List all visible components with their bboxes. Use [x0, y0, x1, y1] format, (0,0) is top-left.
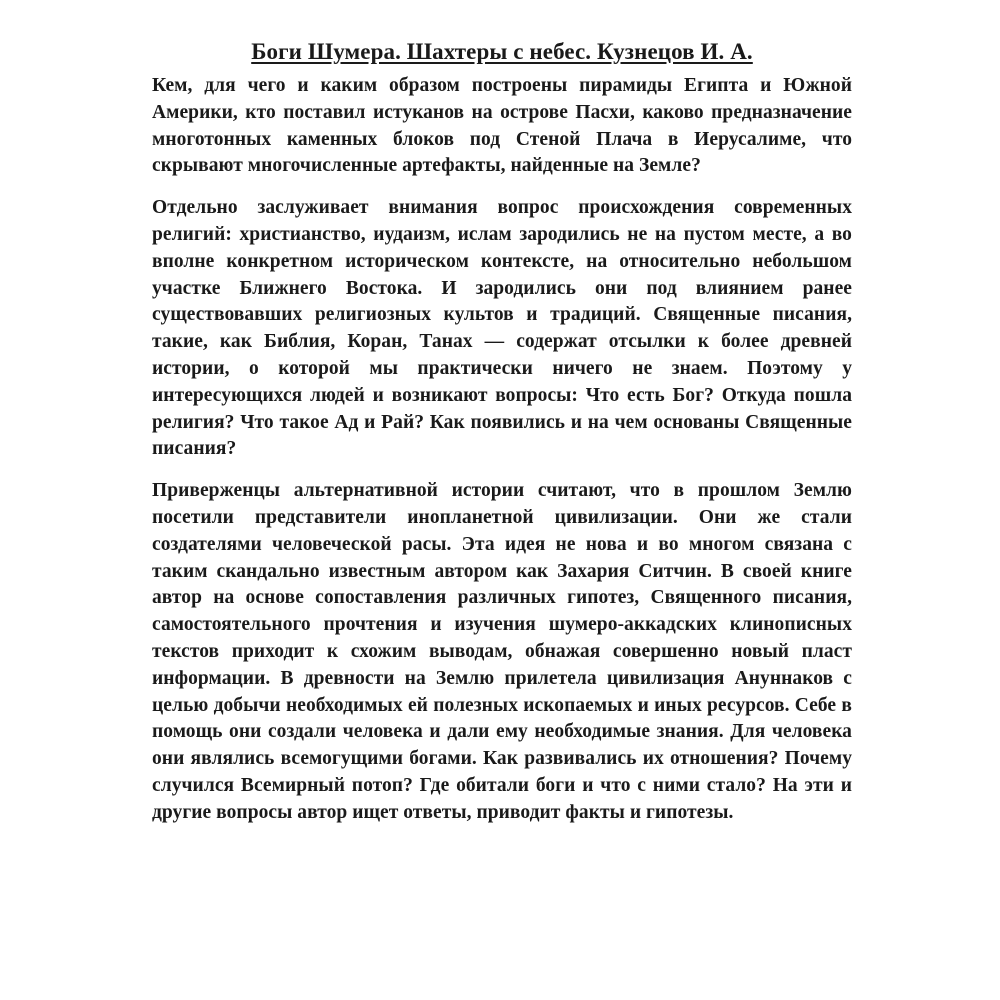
paragraph-1: Кем, для чего и каким образом построены пирамиды Египта и Южной Америки, кто поставил истуканов на острове Пасхи, каково предназначение многотонных каменных блоков под Стеной Плача в Иерусалиме, что скрывают многочисленные артефакты, найденные на Земле?: [152, 75, 852, 177]
paragraph-3: Приверженцы альтернативной истории считают, что в прошлом Землю посетили представители инопланетной цивилизации. Они же стали создателями человеческой расы. Эта идея не нова и во многом связана с таким скандально известным автором как Захария Ситчин. В своей книге автор на основе сопоставления различных гипотез, Священного писания, самостоятельного прочтения и изучения шумеро-аккадских клинописных текстов приходит к схожим выводам, обнажая совершенно новый пласт информации. В древности на Землю прилетела цивилизация Ануннаков с целью добычи необходимых ей полезных ископаемых и иных ресурсов. Себе в помощь они создали человека и дали ему необходимые знания. Для человека они являлись всемогущими богами. Как развивались их отношения? Почему случился Всемирный потоп? Где обитали боги и что с ними стало? На эти и другие вопросы автор ищет ответы, приводит факты и гипотезы.: [152, 480, 852, 823]
document-title: Боги Шумера. Шахтеры с небес. Кузнецов И. А.: [251, 39, 753, 64]
paragraph-2: Отдельно заслуживает внимания вопрос происхождения современных религий: христианство, иудаизм, ислам зародились не на пустом месте, а во вполне конкретном историческом контексте, на относительно небольшом участке Ближнего Востока. И зародились они под влиянием ранее существовавших религиозных культов и традиций. Священные писания, такие, как Библия, Коран, Танах — содержат отсылки к более древней истории, о которой мы практически ничего не знаем. Поэтому у интересующихся людей и возникают вопросы: Что есть Бог? Откуда пошла религия? Что такое Ад и Рай? Как появились и на чем основаны Священные писания?: [152, 197, 852, 460]
